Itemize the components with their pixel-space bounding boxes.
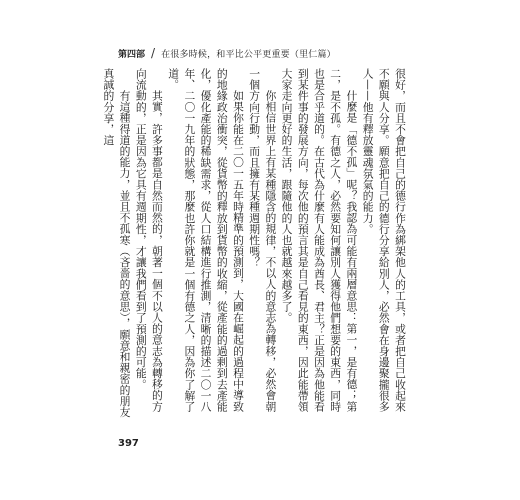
chapter-title: 在很多時候，和平比公平更重要（里仁篇） (161, 49, 336, 60)
paragraph: 很好，而且不會把自己的德行作為綁架他人的工具，或者把自己收起來不願與人分享。願意把自己的德行分享給別人，必然會在身邊聚攏很多人——他有釋放靈魂氛氣的能力。 (361, 68, 407, 413)
part-label: 第四部 (118, 49, 146, 60)
paragraph: 你相信世界上有某種隱含的規律，不以人的意志為轉移，必然會朝一個方向行動，而且擁有某種週期性嗎？ (248, 68, 278, 412)
paragraph: 其實，許多事都是自然而然的，朝著一個不以人的意志為轉移的方向流動的，正是因為它具有週期性，才讓我們看到了預測的可能。 (134, 68, 164, 412)
paragraph: 如果你能在二〇一五年時精準的預測到，大國在崛起的過程中導致的地緣政治衝突，從貨幣的釋放到貨幣的收縮，從產能的過剩到去產能化，優化產能的稀缺需求，從人口結構進行推測，清晰的描述二〇一八年、二〇一九年的狀態，那麼也許你就是一個有德之人，因為你了解了道。 (167, 68, 245, 413)
running-header (118, 46, 336, 60)
page-number: 397 (118, 438, 139, 449)
paragraph: 有這種得道的能力，並且不孤寒（吝嗇的意思），願意和親密的朋友真誠的分享，這 (102, 68, 132, 418)
header-separator: / (151, 46, 156, 60)
body-text (102, 68, 408, 420)
paragraph: 什麼是「德不孤」呢？我認為可能有兩層意思：第一，是有德；第二，是不孤。有德之人，必然要知何讓別人獲得他們想要的東西，同時也是合乎道的。在古代為什麼有人能成為酋長、君主？正是因為他能看到某件事的發展方向，每次他的預言其是自己看見的東西，因此能帶領大家走向更好的生活，跟隨他的人也就越來越多了。 (280, 68, 359, 413)
